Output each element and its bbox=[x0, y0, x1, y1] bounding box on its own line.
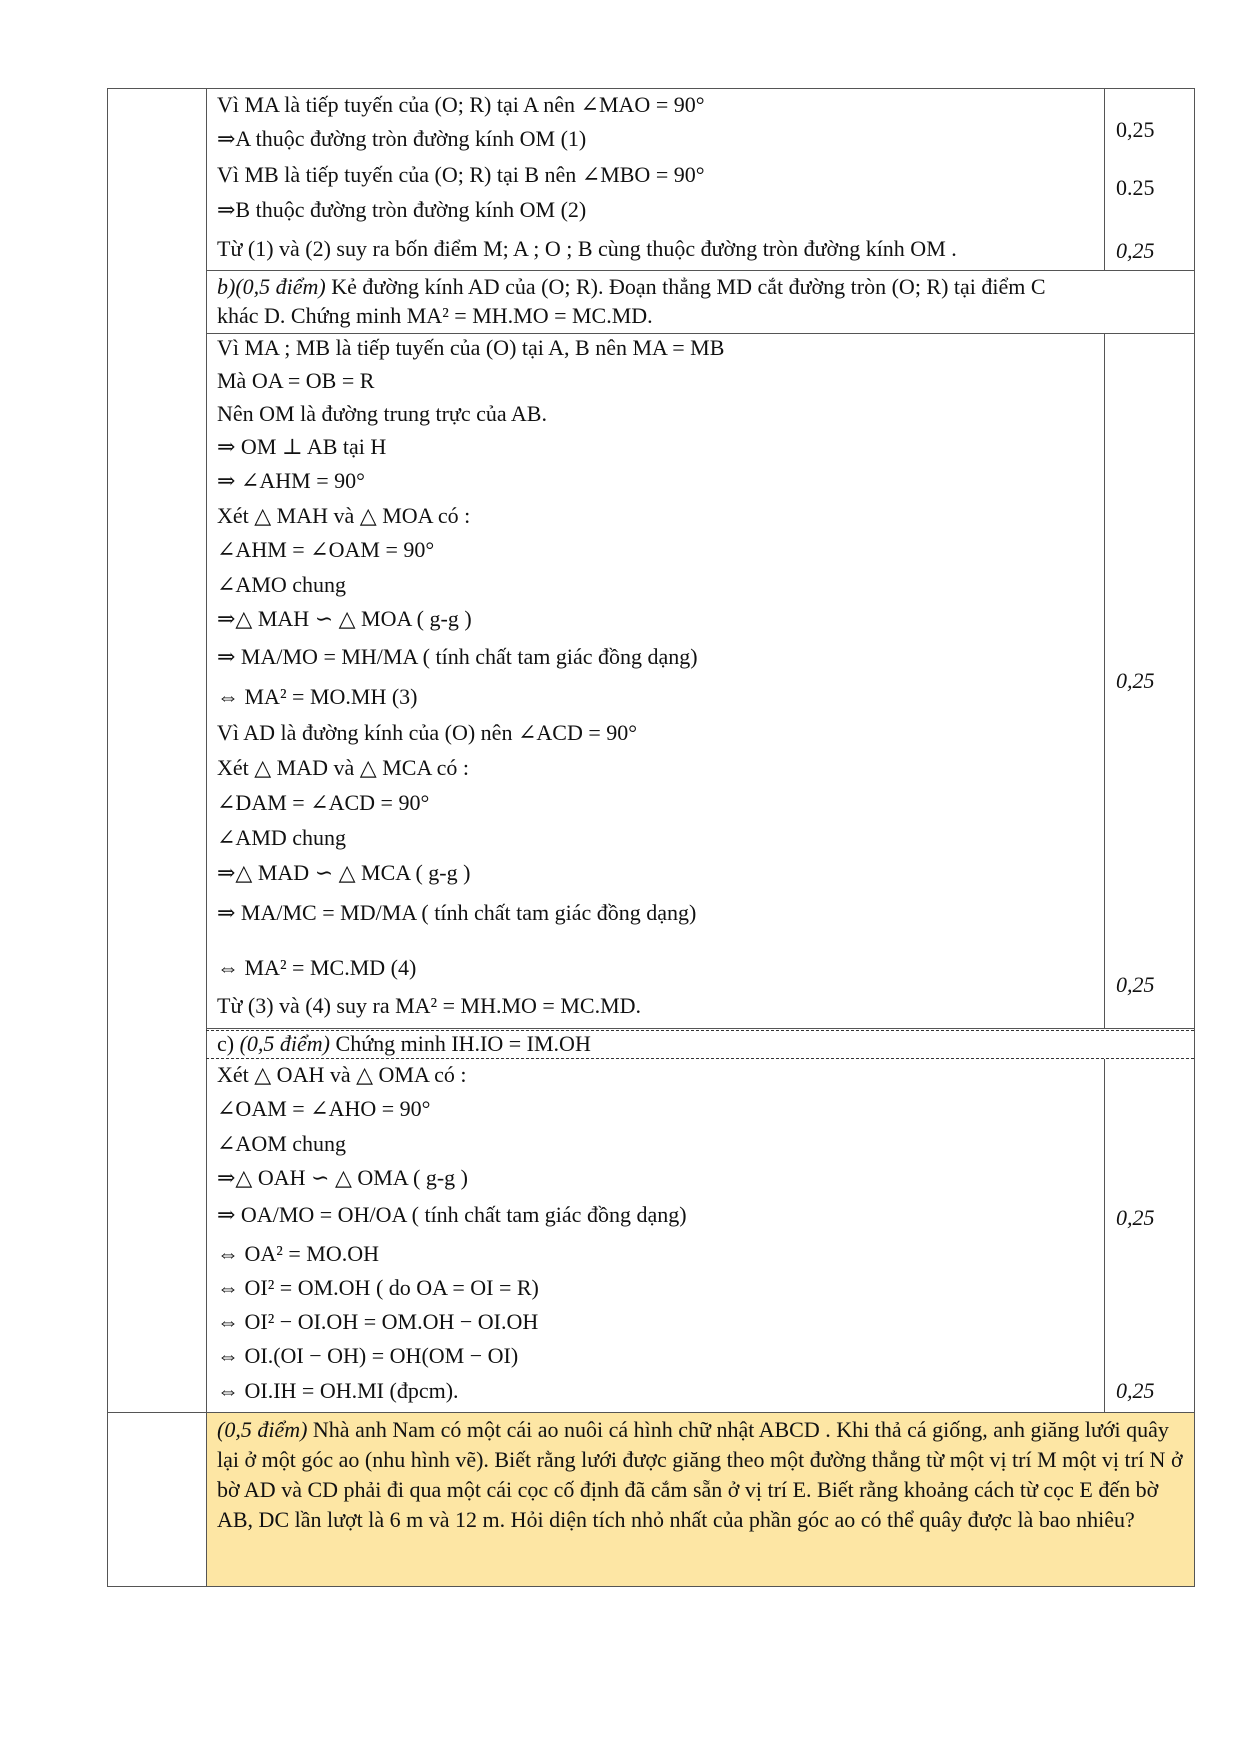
part-b-line: ⇒ MA/MO = MH/MA ( tính chất tam giác đồng dạng) bbox=[217, 644, 698, 669]
part-c-line: ∠OAM = ∠AHO = 90° bbox=[217, 1096, 431, 1121]
part-b-line: ⇔ MA² = MO.MH (3) bbox=[217, 684, 418, 709]
part-c-line: ⇔ OI² = OM.OH ( do OA = OI = R) bbox=[217, 1275, 539, 1300]
part-b-line: ⇒△ MAH ∽ △ MOA ( g-g ) bbox=[217, 606, 472, 631]
part-b-line: ⇒△ MAD ∽ △ MCA ( g-g ) bbox=[217, 860, 471, 885]
part-b-line: ∠AMD chung bbox=[217, 825, 347, 850]
part-b-line: Từ (3) và (4) suy ra MA² = MH.MO = MC.MD. bbox=[217, 993, 642, 1018]
score-a-1: 0,25 bbox=[1116, 117, 1155, 142]
part-b-header-line-2: khác D. Chứng minh MA² = MH.MO = MC.MD. bbox=[217, 303, 653, 328]
score-b-1: 0,25 bbox=[1116, 668, 1155, 693]
part-b-line: ⇒ OM ⊥ AB tại H bbox=[217, 434, 387, 459]
part-b-line: Vì AD là đường kính của (O) nên ∠ACD = 90° bbox=[217, 720, 638, 745]
problem-label: (0,5 điểm) bbox=[217, 1417, 308, 1442]
score-a-2: 0.25 bbox=[1116, 175, 1155, 200]
problem-body: Nhà anh Nam có một cái ao nuôi cá hình chữ nhật ABCD . Khi thả cá giống, anh giăng lưới quây lại ở một góc ao (nhu hình vẽ). Biết rằng lưới được giăng theo một đường thẳng từ một vị trí M một vị trí N ở bờ AD và CD phải đi qua một cái cọc cố định đã cắm sẵn ở vị trí E. Biết rằng khoảng cách từ cọc E đến bờ AB, DC lần lượt là 6 m và 12 m. Hỏi diện tích nhỏ nhất của phần góc ao có thể quây được là bao nhiêu? bbox=[217, 1417, 1183, 1532]
part-b-line: Vì MA ; MB là tiếp tuyến của (O) tại A, B nên MA = MB bbox=[217, 335, 725, 360]
problem-text bbox=[217, 1415, 1183, 1535]
part-a-line-3: Vì MB là tiếp tuyến của (O; R) tại B nên ∠MBO = 90° bbox=[217, 162, 705, 187]
part-c-line: ⇔ OI.IH = OH.MI (đpcm). bbox=[217, 1378, 459, 1403]
part-b-line: ∠DAM = ∠ACD = 90° bbox=[217, 790, 430, 815]
part-c-line: ⇔ OI.(OI − OH) = OH(OM − OI) bbox=[217, 1343, 519, 1368]
part-b-header-line-1 bbox=[217, 274, 1046, 300]
part-c-line: Xét △ OAH và △ OMA có : bbox=[217, 1062, 467, 1087]
part-b-line: ∠AHM = ∠OAM = 90° bbox=[217, 537, 435, 562]
part-a-line-1: Vì MA là tiếp tuyến của (O; R) tại A nên ∠MAO = 90° bbox=[217, 92, 705, 117]
part-b-line: ⇔ MA² = MC.MD (4) bbox=[217, 955, 417, 980]
part-b-line: ⇒ ∠AHM = 90° bbox=[217, 468, 365, 493]
part-c-header bbox=[217, 1031, 591, 1057]
part-b-label: b)(0,5 điểm) bbox=[217, 274, 326, 299]
score-c-2: 0,25 bbox=[1116, 1378, 1155, 1403]
part-a-line-4: ⇒B thuộc đường tròn đường kính OM (2) bbox=[217, 197, 587, 222]
part-b-line: Nên OM là đường trung trực của AB. bbox=[217, 401, 547, 426]
part-b-line: Mà OA = OB = R bbox=[217, 368, 375, 393]
part-c-line: ⇒△ OAH ∽ △ OMA ( g-g ) bbox=[217, 1165, 468, 1190]
part-b-header-text: Kẻ đường kính AD của (O; R). Đoạn thẳng MD cắt đường tròn (O; R) tại điểm C bbox=[325, 274, 1046, 299]
score-a-3: 0,25 bbox=[1116, 238, 1155, 263]
part-c-label: c) bbox=[217, 1031, 240, 1056]
part-c-line: ⇔ OI² − OI.OH = OM.OH − OI.OH bbox=[217, 1309, 539, 1334]
score-c-1: 0,25 bbox=[1116, 1205, 1155, 1230]
part-b-line: ⇒ MA/MC = MD/MA ( tính chất tam giác đồng dạng) bbox=[217, 900, 697, 925]
part-b-line: Xét △ MAD và △ MCA có : bbox=[217, 755, 469, 780]
part-c-line: ⇒ OA/MO = OH/OA ( tính chất tam giác đồng dạng) bbox=[217, 1202, 687, 1227]
part-c-line: ⇔ OA² = MO.OH bbox=[217, 1241, 380, 1266]
part-a-line-2: ⇒A thuộc đường tròn đường kính OM (1) bbox=[217, 126, 587, 151]
part-b-line: ∠AMO chung bbox=[217, 572, 347, 597]
part-a-line-5: Từ (1) và (2) suy ra bốn điểm M; A ; O ; B cùng thuộc đường tròn đường kính OM . bbox=[217, 236, 957, 261]
part-c-points: (0,5 điểm) bbox=[239, 1031, 331, 1056]
part-b-line: Xét △ MAH và △ MOA có : bbox=[217, 503, 471, 528]
part-c-header-text: Chứng minh IH.IO = IM.OH bbox=[330, 1031, 591, 1056]
part-c-line: ∠AOM chung bbox=[217, 1131, 347, 1156]
score-b-2: 0,25 bbox=[1116, 972, 1155, 997]
